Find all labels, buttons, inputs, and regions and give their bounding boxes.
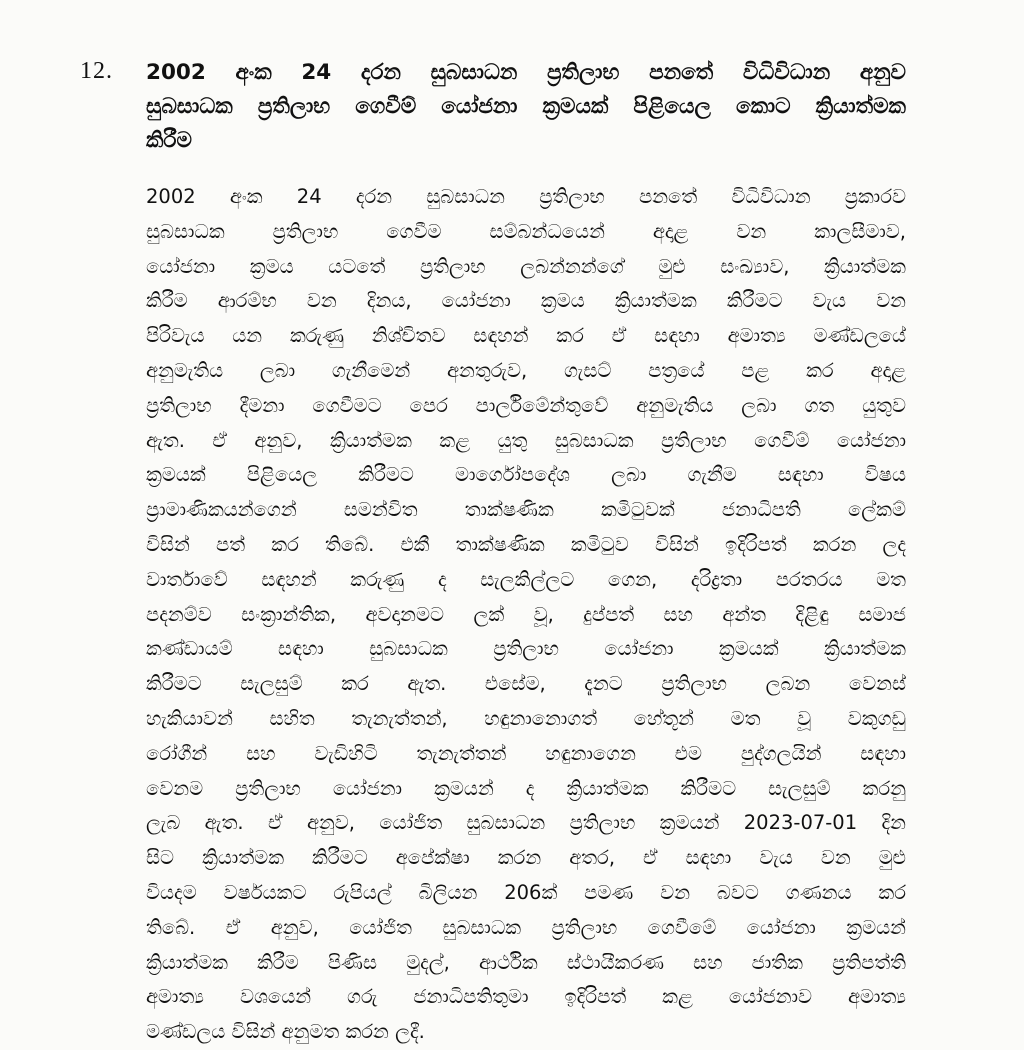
body-line: සිට ක්‍රියාත්මක කිරීමට අපේක්ෂා කරන අතර, ඒ සඳහා වැය වන මුළු <box>146 846 906 870</box>
body-line: රෝගීන් සහ වැඩිහිටි තැනැත්තන් හඳුනාගෙන එම පුද්ගලයින් සඳහා <box>146 741 906 765</box>
body-line: පිරිවැය යන කරුණු නිශ්චිතව සඳහන් කර ඒ සඳහා අමාත්‍ය මණ්ඩලයේ <box>146 324 906 348</box>
heading-line: 2002 අංක 24 දරන සුබසාධන ප්‍රතිලාභ පනතේ විධිවිධාන අනුව <box>146 60 906 85</box>
body-line: යෝජනා ක්‍රමය යටතේ ප්‍රතිලාභ ලබන්නන්ගේ මුළු සංඛ්‍යාව, ක්‍රියාත්මක <box>146 254 906 278</box>
item-number: 12. <box>80 58 113 84</box>
body-line: වියදම වර්ෂයකට රුපියල් බිලියන 206ක් පමණ වන බවට ගණනය කර <box>146 880 906 904</box>
body-line: කිරීමට සැලසුම් කර ඇත. එසේම, දැනට ප්‍රතිලාභ ලබන වෙනස් <box>146 672 906 696</box>
body-line: තිබේ. ඒ අනුව, යෝජිත සුබසාධක ප්‍රතිලාභ ගෙවීමේ යෝජනා ක්‍රමයන් <box>146 915 906 939</box>
body-line: කණ්ඩායම් සඳහා සුබසාධක ප්‍රතිලාභ යෝජනා ක්‍රමයක් ක්‍රියාත්මක <box>146 637 906 661</box>
body-line: වාර්තාවේ සඳහන් කරුණු ද සැලකිල්ලට ගෙන, දරිද්‍රතා පරතරය මත <box>146 567 906 591</box>
body-line: පදනම්ව සංක්‍රාන්තික, අවදානමට ලක් වූ, දුප්පත් සහ අන්ත දිළිඳු සමාජ <box>146 602 906 626</box>
body-line: කිරීම ආරම්භ වන දිනය, යෝජනා ක්‍රමය ක්‍රියාත්මක කිරීමට වැය වන <box>146 289 906 313</box>
body-line: ක්‍රියාත්මක කිරීම පිණිස මුදල්, ආර්ථික ස්ථායීකරණ සහ ජාතික ප්‍රතිපත්ති <box>146 950 906 974</box>
body-line: ඇත. ඒ අනුව, ක්‍රියාත්මක කළ යුතු සුබසාධක ප්‍රතිලාභ ගෙවීම් යෝජනා <box>146 428 906 452</box>
body-line: ක්‍රමයක් පිළියෙල කිරීමට මාර්ගෝපදේශ ලබා ගැනීම සඳහා විෂය <box>146 463 906 487</box>
body-line: 2002 අංක 24 දරන සුබසාධන ප්‍රතිලාභ පනතේ විධිවිධාන ප්‍රකාරව <box>146 185 906 208</box>
body-line: ප්‍රාමාණිකයන්ගෙන් සමන්විත තාක්ෂණික කමිටුවක් ජනාධිපති ලේකම් <box>146 498 906 522</box>
body-line: ලැබ ඇත. ඒ අනුව, යෝජිත සුබසාධන ප්‍රතිලාභ ක්‍රමයන් 2023-07-01 දින <box>146 811 906 835</box>
body-line: අනුමැතිය ලබා ගැනීමෙන් අනතුරුව, ගැසට් පත්‍රයේ පළ කර අදාළ <box>146 358 906 382</box>
body-line: ප්‍රතිලාභ දීමනා ගෙවීමට පෙර පාර්ලිමේන්තුවේ අනුමැතිය ලබා ගත යුතුව <box>146 393 906 417</box>
body-line: විසින් පත් කර තිබේ. එකී තාක්ෂණික කමිටුව විසින් ඉදිරිපත් කරන ලද <box>146 532 906 556</box>
body-line: හැකියාවන් සහිත තැනැත්තන්, හඳුනානොගත් හේතූන් මත වූ වකුගඩු <box>146 706 906 730</box>
body-line: මණ්ඩලය විසින් අනුමත කරන ලදී. <box>146 1020 425 1044</box>
heading-line: සුබසාධක ප්‍රතිලාභ ගෙවීම් යෝජනා ක්‍රමයක් පිළියෙල කොට ක්‍රියාත්මක <box>146 94 906 119</box>
body-paragraph <box>146 180 906 1050</box>
body-line: සුබසාධක ප්‍රතිලාභ ගෙවීම සම්බන්ධයෙන් අදාළ වන කාලසීමාව, <box>146 219 906 243</box>
heading-line: කිරීම <box>146 128 192 153</box>
body-line: අමාත්‍ය වශයෙන් ගරු ජනාධිපතිතුමා ඉදිරිපත් කළ යෝජනාව අමාත්‍ය <box>146 985 906 1009</box>
item-heading <box>146 56 906 158</box>
body-line: වෙනම ප්‍රතිලාභ යෝජනා ක්‍රමයන් ද ක්‍රියාත්මක කිරීමට සැලසුම් කරනු <box>146 776 906 800</box>
